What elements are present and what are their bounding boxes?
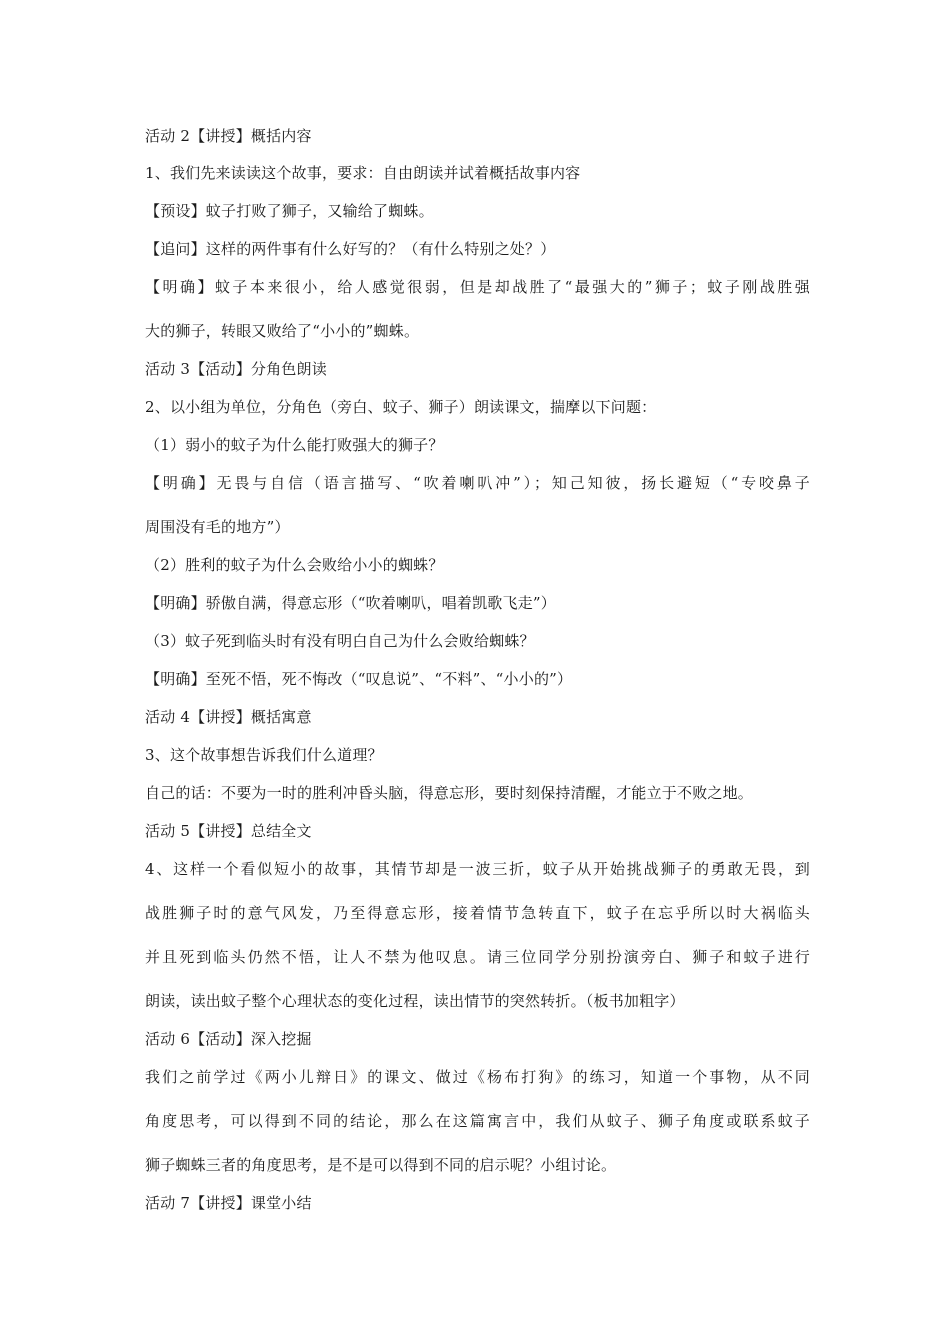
follow-up-question: 【追问】这样的两件事有什么好写的？（有什么特别之处？） [145,240,556,258]
section-heading-activity-3: 活动 3【活动】分角色朗读 [145,360,327,378]
section-heading-activity-2: 活动 2【讲授】概括内容 [145,127,312,145]
section-heading-activity-6: 活动 6【活动】深入挖掘 [145,1030,312,1048]
question-4-line-2: 战胜狮子时的意气风发，乃至得意忘形，接着情节急转直下，蚊子在忘乎所以时大祸临头 [145,904,810,922]
question-4-line-4: 朗读，读出蚊子整个心理状态的变化过程，读出情节的突然转折。（板书加粗字） [145,992,685,1010]
document-body [145,126,810,1213]
clarification-2-line-1: 【明确】无畏与自信（语言描写、“吹着喇叭冲”）；知己知彼，扬长避短（“专咬鼻子 [145,474,810,492]
clarification-1-line-2: 大的狮子，转眼又败给了“小小的”蜘蛛。 [145,322,420,340]
deep-dive-line-1: 我们之前学过《两小儿辩日》的课文、做过《杨布打狗》的练习，知道一个事物，从不同 [145,1068,810,1086]
question-2: 2、以小组为单位，分角色（旁白、蚊子、狮子）朗读课文，揣摩以下问题： [145,398,657,416]
clarification-4: 【明确】至死不悟，死不悔改（“叹息说”、“不料”、“小小的”） [145,670,573,688]
clarification-3: 【明确】骄傲自满，得意忘形（“吹着喇叭，唱着凯歌飞走”） [145,594,556,612]
sub-question-1: （1）弱小的蚊子为什么能打败强大的狮子？ [145,436,444,454]
question-4-line-1: 4、这样一个看似短小的故事，其情节却是一波三折，蚊子从开始挑战狮子的勇敢无畏，到 [145,860,810,878]
clarification-1-line-1: 【明确】蚊子本来很小，给人感觉很弱，但是却战胜了“最强大的”狮子；蚊子刚战胜强 [145,278,810,296]
question-4-line-3: 并且死到临头仍然不悟，让人不禁为他叹息。请三位同学分别扮演旁白、狮子和蚊子进行 [145,948,810,966]
sub-question-3: （3）蚊子死到临头时有没有明白自己为什么会败给蜘蛛？ [145,632,535,650]
clarification-2-line-2: 周围没有毛的地方”） [145,518,290,536]
sub-question-2: （2）胜利的蚊子为什么会败给小小的蜘蛛？ [145,556,444,574]
own-words-answer: 自己的话：不要为一时的胜利冲昏头脑，得意忘形，要时刻保持清醒，才能立于不败之地。 [145,784,754,802]
question-3: 3、这个故事想告诉我们什么道理？ [145,746,383,764]
question-1: 1、我们先来读读这个故事，要求：自由朗读并试着概括故事内容 [145,164,581,182]
section-heading-activity-7: 活动 7【讲授】课堂小结 [145,1194,312,1212]
section-heading-activity-4: 活动 4【讲授】概括寓意 [145,708,312,726]
section-heading-activity-5: 活动 5【讲授】总结全文 [145,822,312,840]
deep-dive-line-2: 角度思考，可以得到不同的结论，那么在这篇寓言中，我们从蚊子、狮子角度或联系蚊子 [145,1112,810,1130]
preset-answer: 【预设】蚊子打败了狮子，又输给了蜘蛛。 [145,202,434,220]
deep-dive-line-3: 狮子蜘蛛三者的角度思考，是不是可以得到不同的启示呢？小组讨论。 [145,1156,617,1174]
